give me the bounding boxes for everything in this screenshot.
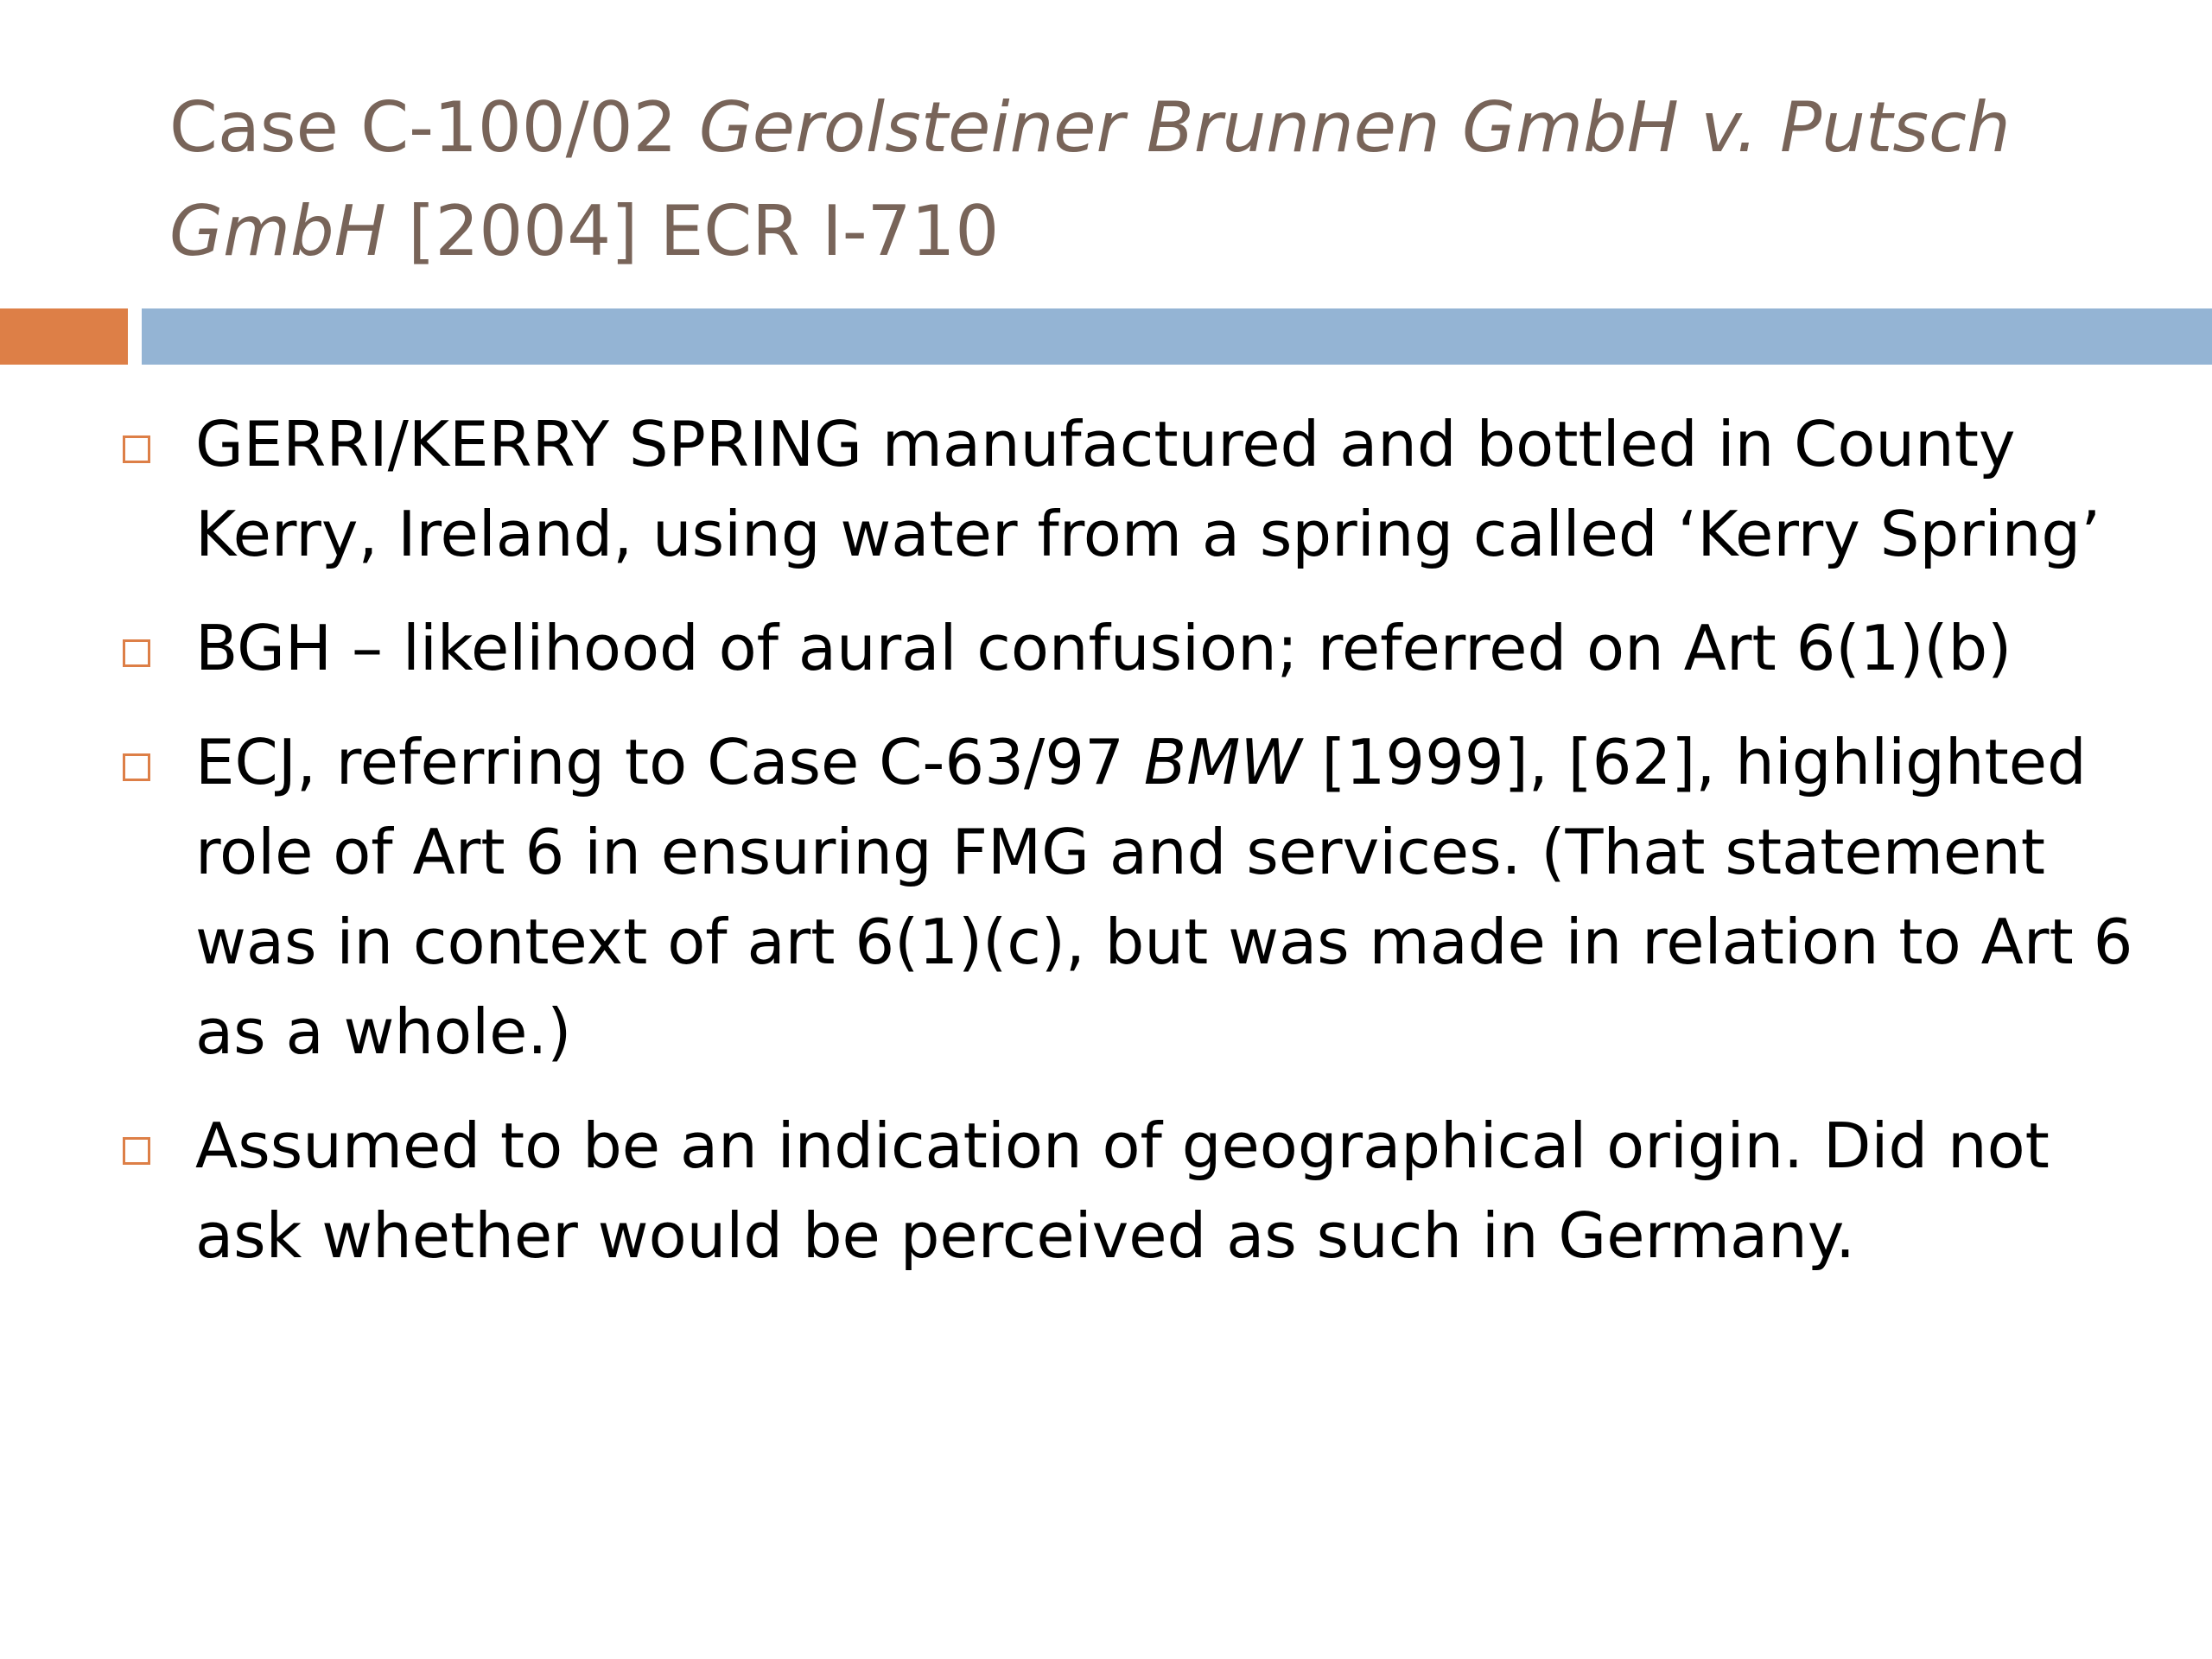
title-citation: [2004] ECR I-710: [385, 191, 1000, 271]
bullet-item: [0, 603, 2212, 693]
bullet-case-name: BMW: [1143, 726, 1302, 798]
accent-bar-orange: [0, 308, 128, 365]
bullet-item: [0, 399, 2212, 579]
bullet-item: [0, 717, 2212, 1077]
square-bullet-icon: [123, 639, 150, 667]
bullet-item: [0, 1101, 2212, 1281]
title-case-name: Gerolsteiner Brunnen GmbH v. Putsch GmbH: [169, 87, 2011, 271]
accent-bar-blue: [142, 308, 2212, 365]
square-bullet-icon: [123, 753, 150, 781]
bullet-text-before: ECJ, referring to Case C-63/97: [195, 726, 1144, 798]
bullet-text-after: [1999], [62], highlighted role of Art 6 in ensuring FMG and services. (That statement was in context of art 6(1)(c), but was made in relation to Art 6 as a whole.): [195, 726, 2133, 1068]
square-bullet-icon: [123, 435, 150, 463]
slide-title: [169, 76, 2113, 283]
square-bullet-icon: [123, 1137, 150, 1165]
bullet-text: Assumed to be an indication of geographical origin. Did not ask whether would be perceived as such in Germany.: [195, 1109, 2050, 1272]
bullet-list: [0, 399, 2212, 1305]
bullet-text: GERRI/KERRY SPRING manufactured and bottled in County Kerry, Ireland, using water from a spring called ‘Kerry Spring’: [195, 408, 2101, 570]
title-case-number: Case C-100/02: [169, 87, 699, 168]
bullet-text: BGH – likelihood of aural confusion; referred on Art 6(1)(b): [195, 612, 2012, 684]
